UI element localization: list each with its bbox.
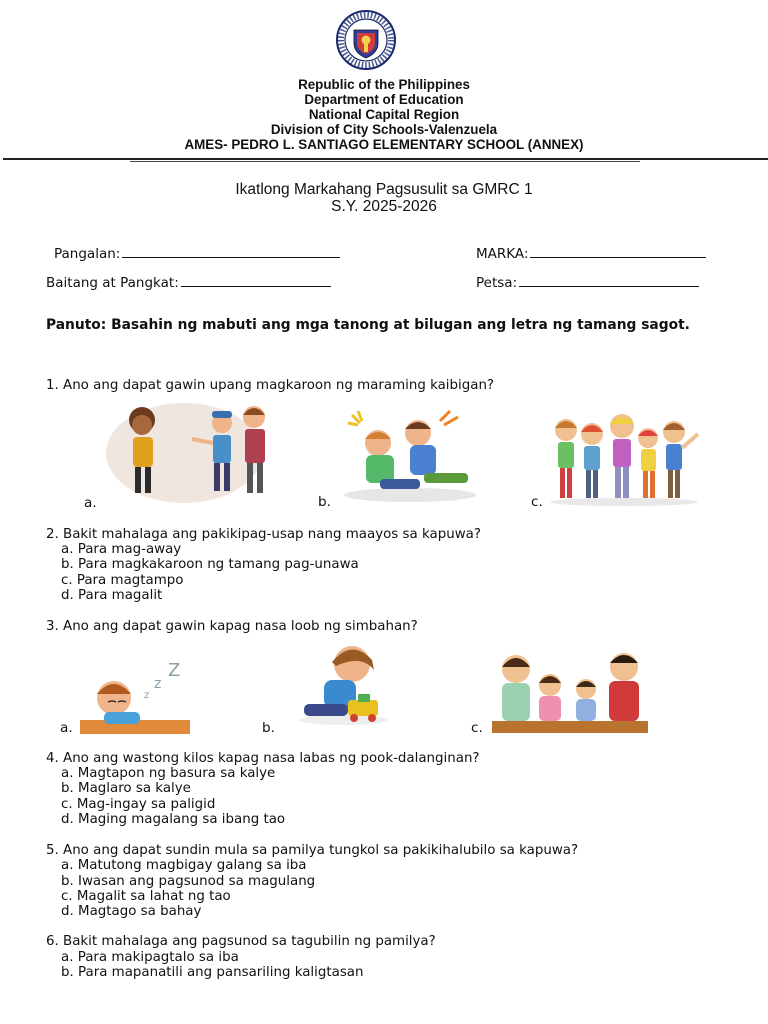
q1-label-c[interactable]: c. bbox=[531, 494, 543, 510]
svg-text:z: z bbox=[154, 676, 162, 692]
q2-option-b[interactable]: b. Para magkakaroon ng tamang pag-unawa bbox=[61, 557, 359, 572]
question-4: 4. Ano ang wastong kilos kapag nasa labas ng pook-dalanginan? bbox=[46, 751, 480, 766]
q4-option-c[interactable]: c. Mag-ingay sa paligid bbox=[61, 797, 216, 812]
q3-label-a[interactable]: a. bbox=[60, 720, 73, 736]
grade-section-label: Baitang at Pangkat: bbox=[46, 275, 179, 291]
q2-option-c[interactable]: c. Para magtampo bbox=[61, 573, 184, 588]
score-field bbox=[476, 245, 706, 262]
q6-option-a[interactable]: a. Para makipagtalo sa iba bbox=[61, 950, 239, 965]
date-blank[interactable] bbox=[519, 274, 699, 287]
q3-image-b-illustration[interactable] bbox=[296, 640, 390, 726]
school-year: S.Y. 2025-2026 bbox=[331, 198, 437, 215]
q1-image-a-illustration[interactable] bbox=[104, 395, 290, 503]
q5-option-a[interactable]: a. Matutong magbigay galang sa iba bbox=[61, 858, 307, 873]
question-6: 6. Bakit mahalaga ang pagsunod sa tagubilin ng pamilya? bbox=[46, 934, 436, 949]
q3-label-c[interactable]: c. bbox=[471, 720, 483, 736]
svg-text:z: z bbox=[144, 690, 150, 701]
question-2: 2. Bakit mahalaga ang pakikipag-usap nang maayos sa kapuwa? bbox=[46, 527, 481, 542]
q1-label-a[interactable]: a. bbox=[84, 495, 97, 511]
header-line-republic: Republic of the Philippines bbox=[298, 77, 470, 92]
header-line-school: AMES- PEDRO L. SANTIAGO ELEMENTARY SCHOOL (ANNEX) bbox=[184, 137, 584, 152]
q1-label-b[interactable]: b. bbox=[318, 494, 331, 510]
question-1: 1. Ano ang dapat gawin upang magkaroon ng maraming kaibigan? bbox=[46, 378, 495, 393]
q3-label-b[interactable]: b. bbox=[262, 720, 275, 736]
q2-option-d[interactable]: d. Para magalit bbox=[61, 588, 163, 603]
score-label: MARKA: bbox=[476, 246, 529, 262]
question-3: 3. Ano ang dapat gawin kapag nasa loob ng simbahan? bbox=[46, 619, 418, 634]
q3-image-c-illustration[interactable] bbox=[490, 645, 650, 735]
svg-text:Z: Z bbox=[168, 660, 181, 681]
header-line-division: Division of City Schools-Valenzuela bbox=[270, 122, 498, 137]
q4-option-a[interactable]: a. Magtapon ng basura sa kalye bbox=[61, 766, 276, 781]
q1-image-b-illustration[interactable] bbox=[340, 407, 480, 503]
date-field bbox=[476, 274, 699, 291]
header-line-deped: Department of Education bbox=[304, 92, 464, 107]
q5-option-d[interactable]: d. Magtago sa bahay bbox=[61, 904, 202, 919]
q4-option-b[interactable]: b. Maglaro sa kalye bbox=[61, 781, 191, 796]
instructions: Panuto: Basahin ng mabuti ang mga tanong at bilugan ang letra ng tamang sagot. bbox=[46, 317, 690, 333]
header-line-region: National Capital Region bbox=[308, 107, 460, 122]
name-field bbox=[54, 245, 340, 262]
q2-option-a[interactable]: a. Para mag-away bbox=[61, 542, 182, 557]
q3-image-a-illustration[interactable] bbox=[78, 658, 192, 736]
exam-title: Ikatlong Markahang Pagsusulit sa GMRC 1 bbox=[235, 181, 533, 198]
deped-seal-logo bbox=[333, 10, 399, 70]
name-label: Pangalan: bbox=[54, 246, 121, 262]
q1-image-c-illustration[interactable] bbox=[546, 410, 702, 506]
score-blank[interactable] bbox=[530, 245, 706, 258]
grade-section-blank[interactable] bbox=[181, 274, 331, 287]
q5-option-c[interactable]: c. Magalit sa lahat ng tao bbox=[61, 889, 231, 904]
header-divider bbox=[3, 158, 768, 160]
q6-option-b[interactable]: b. Para mapanatili ang pansariling kaligtasan bbox=[61, 965, 364, 980]
name-blank[interactable] bbox=[122, 245, 340, 258]
header-divider-thin bbox=[130, 161, 640, 162]
grade-section-field bbox=[46, 274, 331, 291]
q5-option-b[interactable]: b. Iwasan ang pagsunod sa magulang bbox=[61, 874, 316, 889]
date-label: Petsa: bbox=[476, 275, 518, 291]
question-5: 5. Ano ang dapat sundin mula sa pamilya tungkol sa pakikihalubilo sa kapuwa? bbox=[46, 843, 579, 858]
q4-option-d[interactable]: d. Maging magalang sa ibang tao bbox=[61, 812, 286, 827]
